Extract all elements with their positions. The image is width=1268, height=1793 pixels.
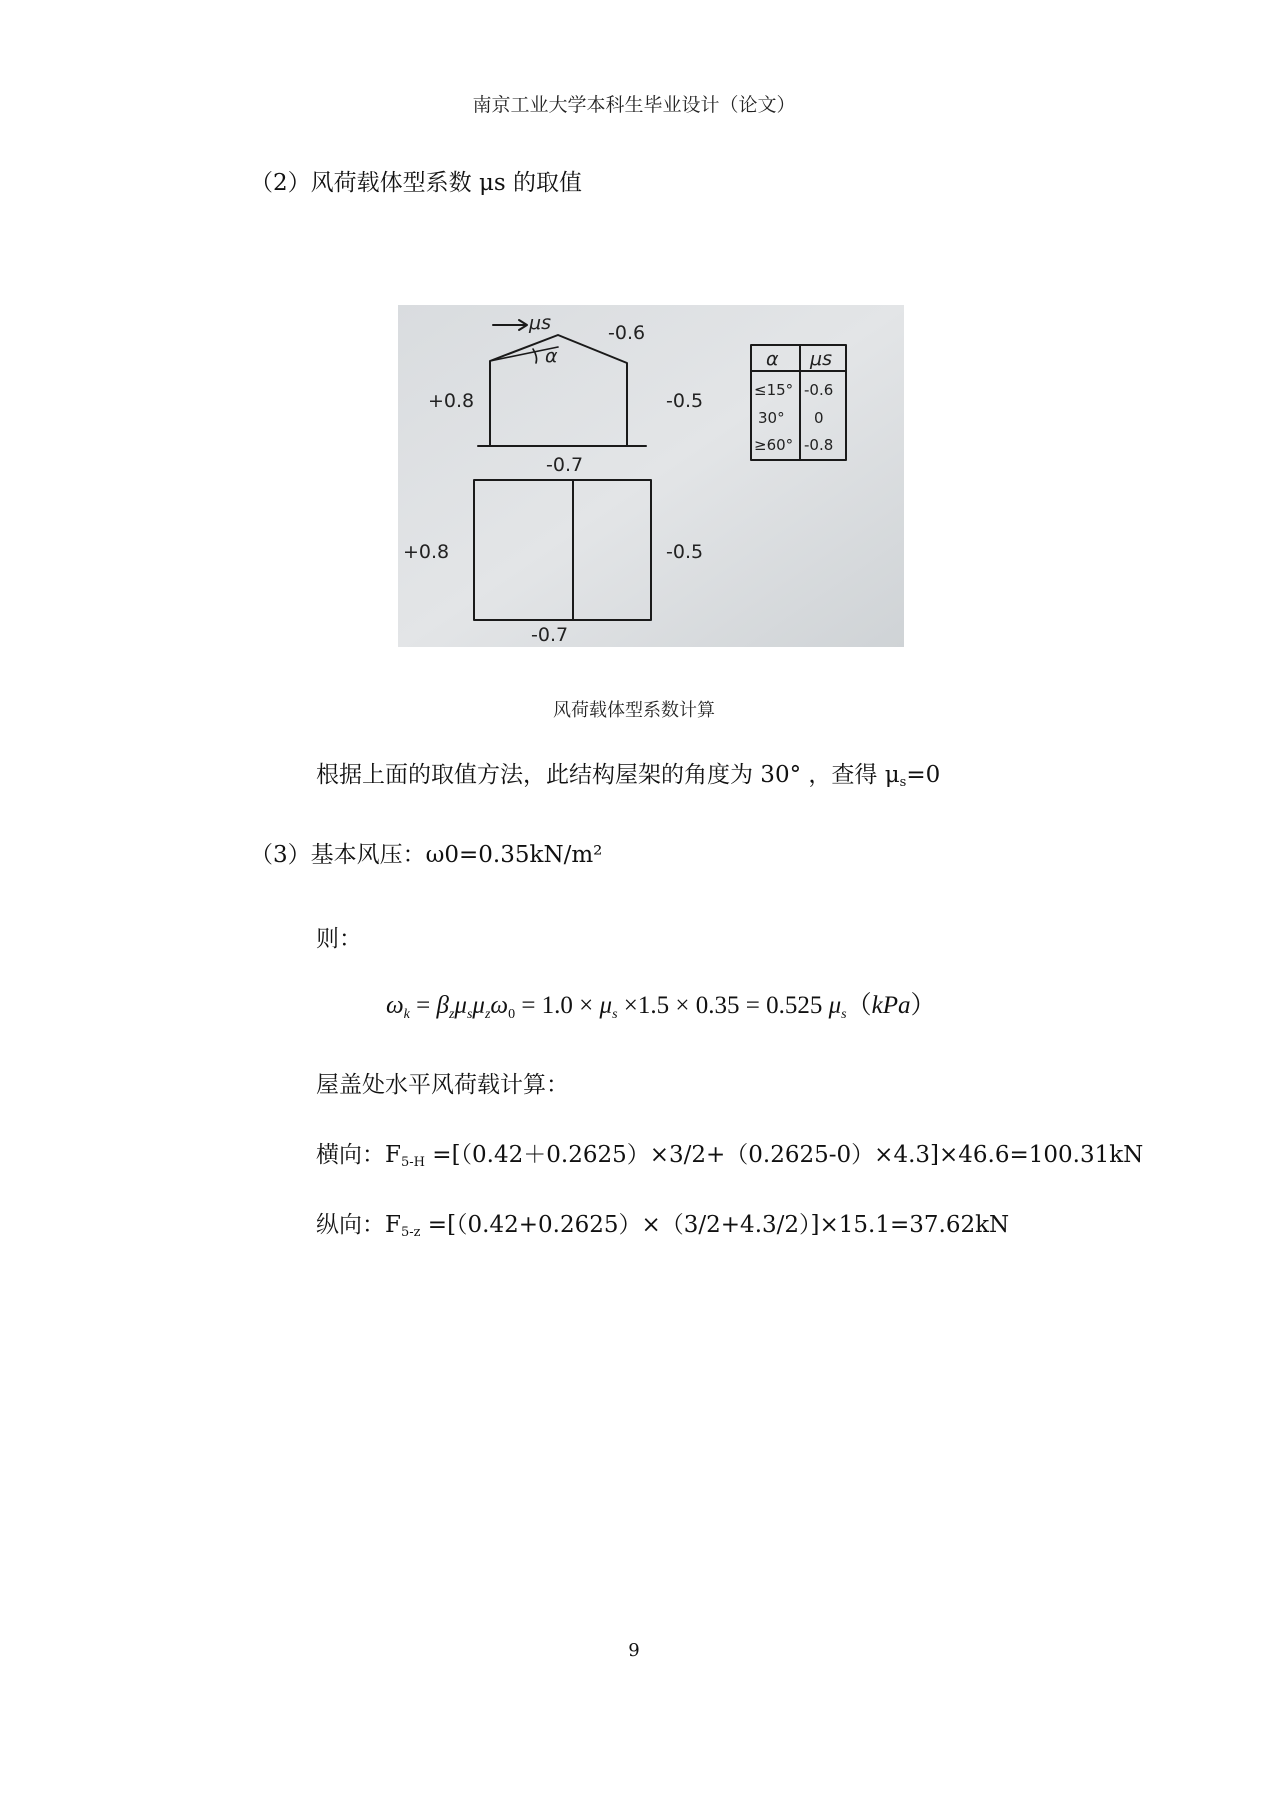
- table-header-alpha: α: [766, 348, 779, 370]
- plan-bottom-value: -0.7: [531, 624, 569, 646]
- eq-symbol: ω: [490, 992, 509, 1019]
- table-cell: 30°: [758, 409, 785, 427]
- section-3-title: [250, 836, 602, 869]
- table-cell: -0.8: [804, 436, 834, 454]
- longitudinal-subscript: 5-z: [400, 1225, 421, 1240]
- eq-symbol: ω: [386, 992, 404, 1019]
- elevation-right-value: -0.5: [666, 390, 704, 412]
- eq-subscript: s: [841, 1007, 847, 1022]
- section-2-title: （2）风荷载体型系数 μs 的取值: [250, 170, 583, 196]
- lookup-tail: =0: [906, 762, 941, 788]
- eq-subscript: z: [448, 1007, 455, 1022]
- eq-symbol: β: [436, 992, 449, 1019]
- plan-right-value: -0.5: [666, 541, 704, 563]
- wind-coefficient-sketch: [398, 305, 904, 647]
- longitudinal-expression: =[（0.42+0.2625）×（3/2+4.3/2）]×15.1=37.62kN: [420, 1212, 1010, 1238]
- elevation-left-value: +0.8: [428, 390, 475, 412]
- eq-rhs-2: ×1.5 × 0.35 = 0.525: [617, 992, 829, 1019]
- eq-symbol: μ: [454, 992, 467, 1019]
- elevation-bottom-value: -0.7: [546, 454, 584, 476]
- eq-subscript: z: [484, 1007, 491, 1022]
- eq-subscript: k: [403, 1007, 410, 1022]
- longitudinal-label: 纵向：F: [316, 1212, 401, 1238]
- eq-symbol: μ: [472, 992, 485, 1019]
- wind-load-equation: $\omega_k = \beta_z\mu_s\mu_z\omega_0 = 1.0 \times \mu_s \times 1.5 \times 0.35 = 0.525$ $\mu_s(kPa)$: [386, 992, 936, 1022]
- eq-subscript: s: [612, 1007, 618, 1022]
- longitudinal-calculation: [316, 1206, 1009, 1240]
- figure-caption: 风荷载体型系数计算: [553, 700, 715, 721]
- page-header: 南京工业大学本科生毕业设计（论文）: [472, 94, 796, 116]
- eq-symbol: μ: [828, 992, 842, 1019]
- eq-subscript: 0: [508, 1007, 516, 1022]
- table-cell: 0: [814, 409, 824, 427]
- transverse-subscript: 5-H: [400, 1155, 425, 1170]
- table-cell: ≤15°: [754, 381, 794, 399]
- table-cell: ≥60°: [754, 436, 794, 454]
- page-number: 9: [628, 1640, 640, 1661]
- transverse-calculation: [316, 1136, 1143, 1170]
- then-label: 则：: [316, 926, 362, 952]
- lookup-text: 根据上面的取值方法，此结构屋架的角度为 30° ，查得 μ: [316, 762, 900, 788]
- section-3-label: （3）基本风压：: [250, 842, 426, 868]
- basic-wind-pressure: ω0=0.35kN/m²: [425, 842, 603, 868]
- lookup-sentence: [316, 756, 940, 790]
- roof-calc-title: 屋盖处水平风荷载计算：: [316, 1072, 569, 1098]
- eq-subscript: s: [466, 1007, 473, 1022]
- transverse-expression: =[（0.42＋0.2625）×3/2+（0.2625-0）×4.3]×46.6=100.31kN: [424, 1142, 1144, 1168]
- eq-unit: kPa: [871, 992, 911, 1019]
- lookup-subscript: s: [899, 775, 907, 790]
- table-cell: -0.6: [804, 381, 834, 399]
- roof-right-value: -0.6: [608, 322, 646, 344]
- eq-symbol: μ: [599, 992, 613, 1019]
- angle-label: α: [545, 345, 558, 367]
- eq-rhs: = 1.0 ×: [521, 992, 600, 1019]
- arrow-label: μs: [529, 312, 551, 334]
- transverse-label: 横向：F: [316, 1142, 401, 1168]
- plan-left-value: +0.8: [403, 541, 450, 563]
- table-header-mu: μs: [810, 348, 832, 370]
